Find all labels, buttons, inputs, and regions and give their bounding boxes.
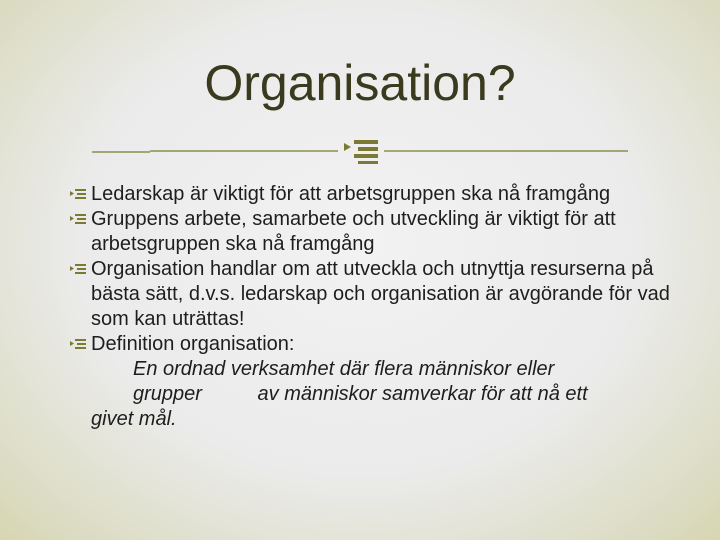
slide-title: Organisation? (204, 55, 516, 111)
list-lines-icon (70, 338, 86, 351)
bullet-list (70, 182, 670, 432)
bullet-text: Definition organisation: (91, 333, 295, 355)
bullet-text: Organisation handlar om att utveckla och utnyttja resurserna på bästa sätt, d.v.s. ledarskap och organisation är avgörande för vad som kan uträttas! (91, 258, 670, 330)
bullet-item (70, 257, 670, 332)
definition-line-2 (70, 382, 670, 407)
bullet-item (70, 332, 670, 357)
definition-line-1: En ordnad verksamhet där flera människor eller (133, 358, 555, 380)
bullet-text: Ledarskap är viktigt för att arbetsgruppen ska nå framgång (91, 183, 611, 205)
list-lines-icon (70, 213, 86, 226)
definition-line-2-part-2: av människor samverkar för att nå ett (257, 383, 588, 405)
list-lines-icon (70, 188, 86, 201)
title-divider (0, 0, 720, 170)
list-lines-icon (70, 263, 86, 276)
bullet-text: Gruppens arbete, samarbete och utveckling är viktigt för att arbetsgruppen ska nå framgång (91, 208, 616, 255)
bullet-item (70, 182, 670, 207)
bullet-item (70, 207, 670, 257)
definition-line-3: givet mål. (91, 408, 177, 430)
definition-line-2-part-1: grupper (133, 383, 202, 405)
list-lines-icon (344, 140, 378, 164)
